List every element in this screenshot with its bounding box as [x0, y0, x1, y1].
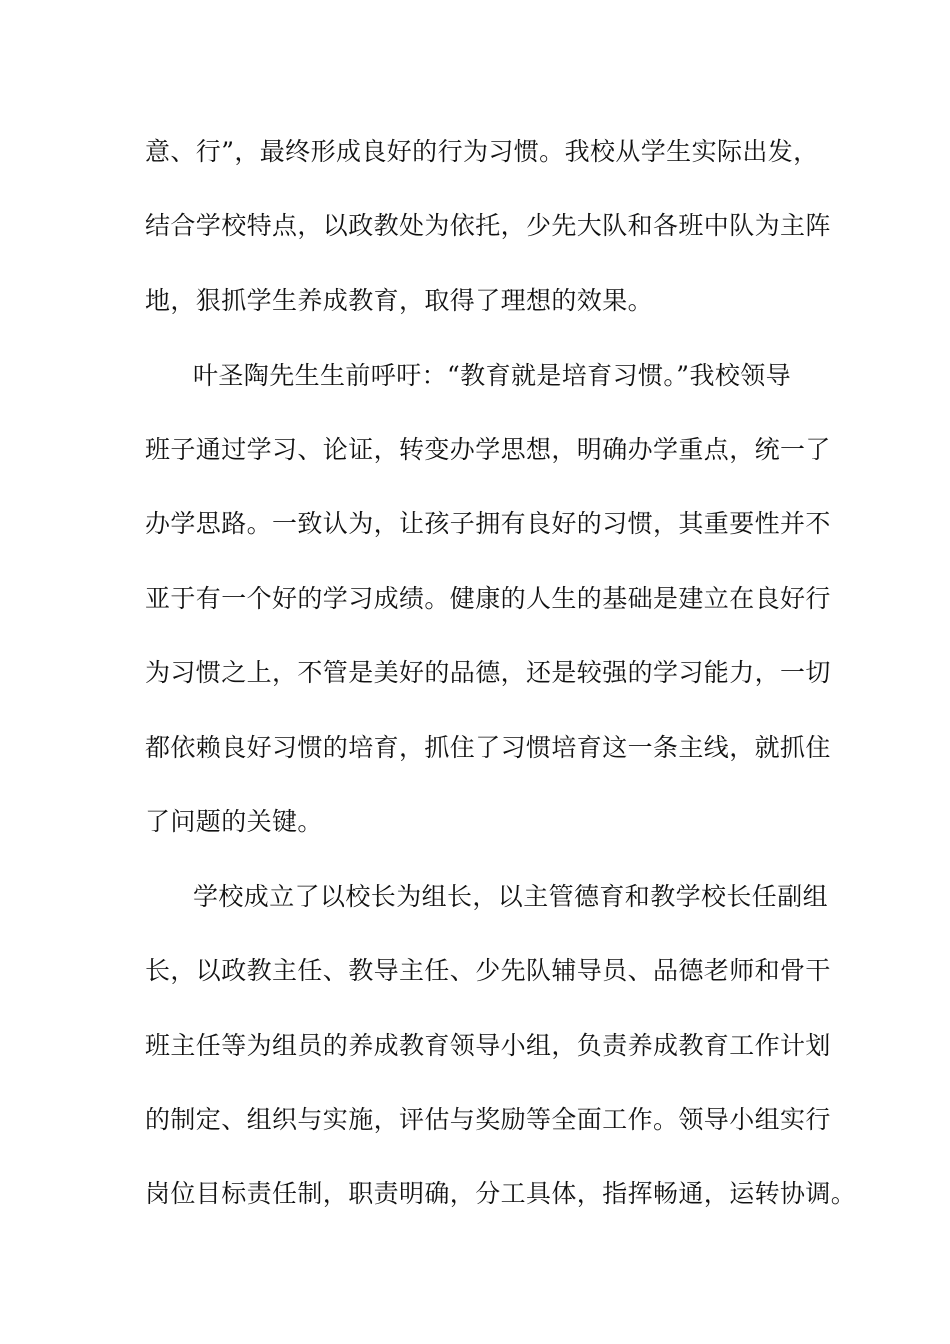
text-line: 学校成立了以校长为组长，以主管德育和教学校长任副组 [193, 882, 829, 911]
text-line: 岗位目标责任制，职责明确，分工具体，指挥畅通，运转协调。 [145, 1179, 857, 1208]
text-line: 为习惯之上，不管是美好的品德，还是较强的学习能力，一切 [145, 658, 831, 687]
text-line: 结合学校特点，以政教处为依托，少先大队和各班中队为主阵 [145, 211, 831, 240]
text-line: 了问题的关键。 [145, 807, 323, 836]
text-line: 都依赖良好习惯的培育，抓住了习惯培育这一条主线，就抓住 [145, 733, 831, 762]
text-line: 叶圣陶先生生前呼吁：“教育就是培育习惯。”我校领导 [193, 361, 792, 390]
text-line: 长，以政教主任、教导主任、少先队辅导员、品德老师和骨干 [145, 956, 831, 985]
text-line: 班主任等为组员的养成教育领导小组，负责养成教育工作计划 [145, 1031, 831, 1060]
text-line: 地，狠抓学生养成教育，取得了理想的效果。 [145, 286, 654, 315]
text-line: 亚于有一个好的学习成绩。健康的人生的基础是建立在良好行 [145, 584, 831, 613]
text-line: 的制定、组织与实施，评估与奖励等全面工作。领导小组实行 [145, 1105, 831, 1134]
text-line: 班子通过学习、论证，转变办学思想，明确办学重点，统一了 [145, 435, 831, 464]
text-line: 办学思路。一致认为，让孩子拥有良好的习惯，其重要性并不 [145, 509, 831, 538]
text-line: 意、行”，最终形成良好的行为习惯。我校从学生实际出发， [145, 137, 819, 166]
